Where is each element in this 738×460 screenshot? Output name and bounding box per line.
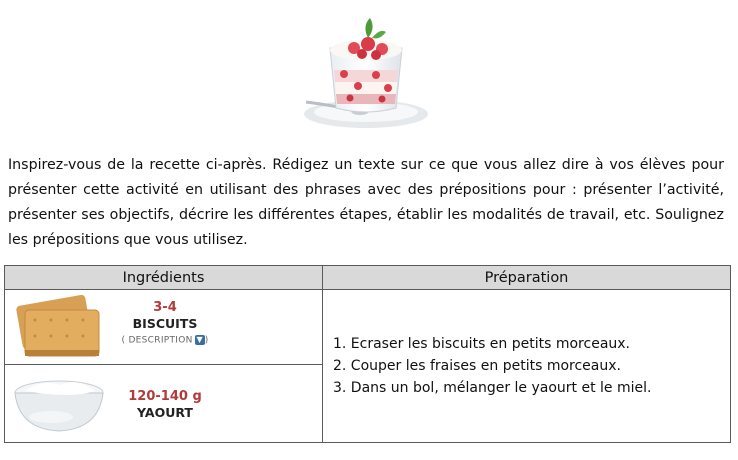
ingredient-row-yogurt [5,365,323,443]
description-link[interactable]: ( DESCRIPTION ▼ ) [121,335,209,346]
header-ingredients: Ingrédients [5,266,323,290]
dessert-image [296,10,436,132]
header-preparation: Préparation [323,266,731,290]
step-item: 2. Couper les fraises en petits morceaux. [333,358,621,374]
preparation-cell [323,290,731,443]
biscuits-name: BISCUITS [132,316,198,331]
biscuits-image [11,294,107,360]
step-item: 1. Ecraser les biscuits en petits morceaux. [333,336,631,352]
arrow-down-icon: ▼ [196,335,203,344]
yogurt-bowl-image [11,369,107,435]
ingredient-row-biscuits [5,290,323,365]
preparation-steps [323,333,730,399]
yogurt-quantity: 120-140 g [128,389,202,404]
instructions-text: Inspirez-vous de la recette ci-après. Rédigez un texte sur ce que vous allez dire à vos élèves pour présenter cette activité en utilisant des phrases avec des prépositions pour : présenter l’activité, présenter ses objectifs, décrire les différentes étapes, établir les modalités de travail, etc. Soulignez les prépositions que vous utilisez. [8,157,724,248]
biscuits-quantity: 3-4 [153,300,177,315]
yogurt-label [105,389,225,421]
yogurt-name: YAOURT [137,405,193,420]
recipe-table [4,265,731,443]
biscuits-label [105,300,225,346]
step-item: 3. Dans un bol, mélanger le yaourt et le miel. [333,380,652,396]
